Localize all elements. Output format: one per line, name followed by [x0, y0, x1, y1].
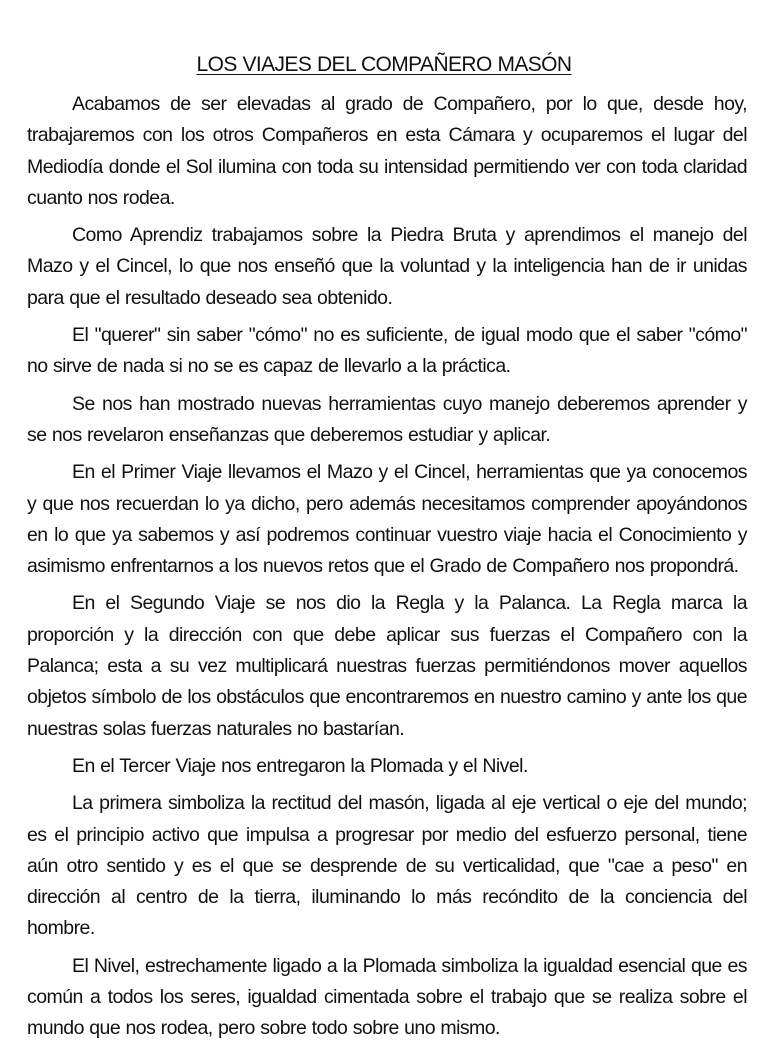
paragraph-5: En el Primer Viaje llevamos el Mazo y el Cincel, herramientas que ya conocemos y que nos recuerdan lo ya dicho, pero además necesitamos comprender apoyándonos en lo que ya sabemos y así podremos continuar vuestro viaje hacia el Conocimiento y asimismo enfrentarnos a los nuevos retos que el Grado de Compañero nos propondrá. — [27, 461, 747, 578]
paragraph-4: Se nos han mostrado nuevas herramientas cuyo manejo deberemos aprender y se nos revelaron enseñanzas que deberemos estudiar y aplicar. — [27, 392, 747, 446]
paragraph-2: Como Aprendiz trabajamos sobre la Piedra Bruta y aprendimos el manejo del Mazo y el Cincel, lo que nos enseñó que la voluntad y la inteligencia han de ir unidas para que el resultado deseado sea obtenido. — [27, 224, 747, 309]
paragraph-1: Acabamos de ser elevadas al grado de Compañero, por lo que, desde hoy, trabajaremos con los otros Compañeros en esta Cámara y ocuparemos el lugar del Mediodía donde el Sol ilumina con toda su intensidad permitiendo ver con toda claridad cuanto nos rodea. — [27, 93, 747, 209]
paragraph-3: El "querer" sin saber "cómo" no es suficiente, de igual modo que el saber "cómo" no sirve de nada si no se es capaz de llevarlo a la práctica. — [27, 324, 747, 378]
document-title: LOS VIAJES DEL COMPAÑERO MASÓN — [196, 53, 572, 76]
paragraph-9: El Nivel, estrechamente ligado a la Plomada simboliza la igualdad esencial que es común a todos los seres, igualdad cimentada sobre el trabajo que se realiza sobre el mundo que nos rodea, pero sobre todo sobre uno mismo. — [27, 954, 747, 1040]
paragraph-8: La primera simboliza la rectitud del masón, ligada al eje vertical o eje del mundo; es el principio activo que impulsa a progresar por medio del esfuerzo personal, tiene aún otro sentido y es el que se desprende de su verticalidad, que "cae a peso" en dirección al centro de la tierra, iluminando lo más recóndito de la conciencia del hombre. — [27, 792, 747, 940]
paragraph-7: En el Tercer Viaje nos entregaron la Plomada y el Nivel. — [72, 754, 528, 777]
document-body — [27, 89, 747, 1051]
paragraph-6: En el Segundo Viaje se nos dio la Regla y la Palanca. La Regla marca la proporción y la dirección con que debe aplicar sus fuerzas el Compañero con la Palanca; esta a su vez multiplicará nuestras fuerzas permitiéndonos mover aquellos objetos símbolo de los obstáculos que encontraremos en nuestro camino y ante los que nuestras solas fuerzas naturales no bastarían. — [27, 592, 747, 740]
